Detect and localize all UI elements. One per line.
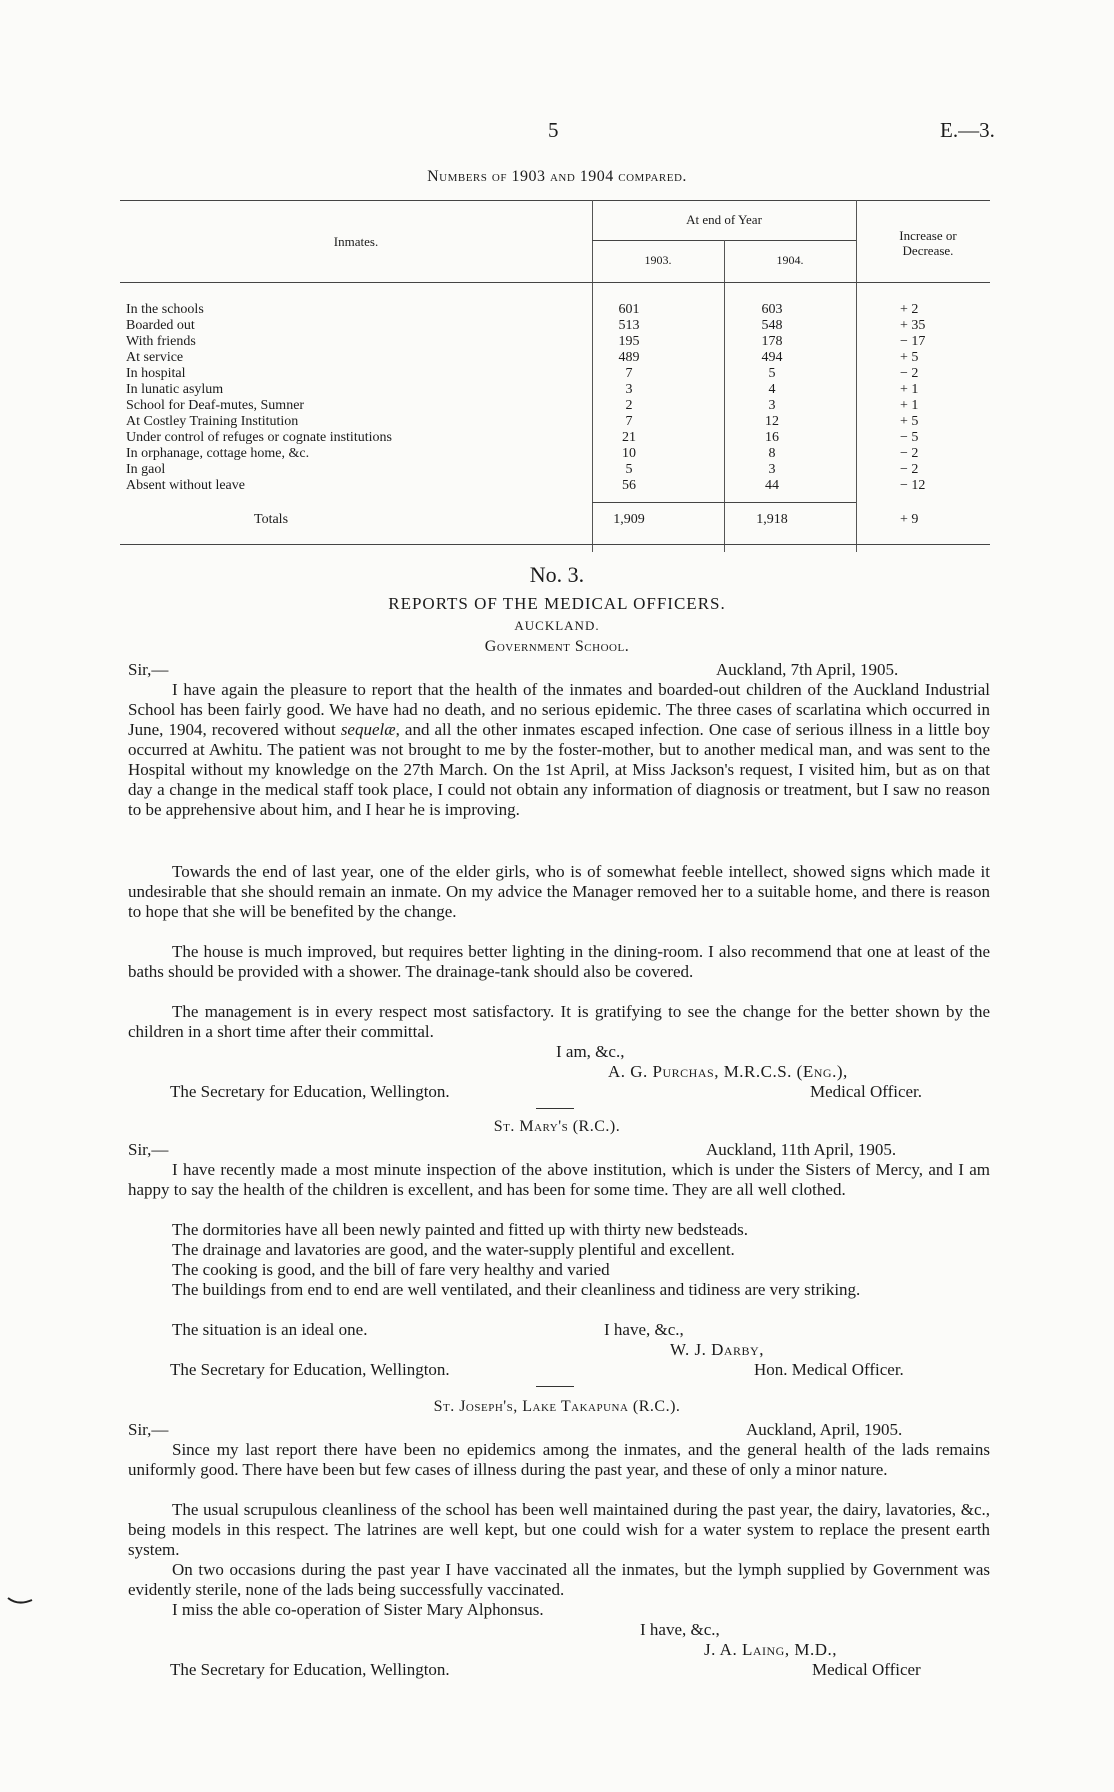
report-paragraph: On two occasions during the past year I have vaccinated all the inmates, but the lymph supplied by Government was evidently sterile, none of the lads being successfully vaccinated. [128,1560,990,1599]
table-row [0,366,1114,382]
salutation: Sir,— [128,1140,169,1159]
separator-rule [536,1386,574,1387]
row-change: + 5 [900,414,919,429]
row-1903: 2 [625,398,633,413]
row-change: + 35 [900,318,926,333]
salutation: Sir,— [128,660,169,679]
row-change: − 5 [900,430,919,445]
region-heading: AUCKLAND. [514,618,600,633]
row-change: + 5 [900,350,919,365]
report-date: Auckland, 7th April, 1905. [716,660,899,679]
row-label: Boarded out [126,318,195,333]
document-reference: E.—3. [940,118,995,142]
report-paragraph: Towards the end of last year, one of the elder girls, who is of somewhat feeble intellect, showed signs which made it undesirable that she should remain an inmate. On my advice the Manager removed her to a suitable home, and there is reason to hope that she will be benefited by the change. [128,862,990,921]
closing: I have, &c., [640,1620,720,1639]
row-1904: 16 [765,430,779,445]
table-bottom-rule [120,544,990,545]
table-totals-row [0,512,1114,528]
row-label: At Costley Training Institution [126,414,299,429]
totals-label: Totals [254,512,289,527]
row-label: In lunatic asylum [126,382,224,397]
report-paragraph: The cooking is good, and the bill of fare very healthy and varied [172,1260,610,1279]
row-1904: 603 [761,302,783,317]
row-1904: 494 [761,350,783,365]
addressee: The Secretary for Education, Wellington. [170,1360,450,1379]
header-increase-decrease: Increase or Decrease. [899,228,957,258]
signer-role: Medical Officer [812,1660,921,1679]
closing: I have, &c., [604,1320,684,1339]
row-1904: 548 [761,318,783,333]
table-title: Numbers of 1903 and 1904 compared. [427,168,687,185]
table-row [0,318,1114,334]
row-change: − 12 [900,478,926,493]
table-row [0,478,1114,494]
row-1903: 7 [625,366,633,381]
row-change: + 2 [900,302,919,317]
report-paragraph: The usual scrupulous cleanliness of the school has been well maintained during the past year, the dairy, lavatories, &c., being models in this respect. The latrines are well kept, but one could wish for a water system to replace the present earth system. [128,1500,990,1559]
signer-role: Hon. Medical Officer. [754,1360,904,1379]
row-1903: 21 [622,430,636,445]
row-1904: 3 [768,462,776,477]
row-change: + 1 [900,382,919,397]
report-paragraph: The management is in every respect most satisfactory. It is gratifying to see the change for the better shown by the children in a short time after their committal. [128,1002,990,1041]
row-1903: 195 [618,334,640,349]
header-1904: 1904. [776,253,804,267]
separator-rule [536,1108,574,1109]
signer-role: Medical Officer. [810,1082,923,1101]
row-1904: 178 [761,334,783,349]
report-date: Auckland, April, 1905. [746,1420,903,1439]
table-row [0,430,1114,446]
totals-1904: 1,918 [756,512,788,527]
report-heading-st-josephs: St. Joseph's, Lake Takapuna (R.C.). [433,1398,681,1415]
table-row [0,414,1114,430]
row-label: In the schools [126,302,204,317]
report-heading-government-school: Government School. [484,638,630,655]
row-1903: 601 [618,302,640,317]
salutation: Sir,— [128,1420,169,1439]
row-1904: 12 [765,414,779,429]
report-paragraph: The drainage and lavatories are good, and the water-supply plentiful and excellent. [172,1240,735,1259]
table-row [0,302,1114,318]
report-paragraph: The dormitories have all been newly painted and fitted up with thirty new bedsteads. [172,1220,748,1239]
row-1903: 7 [625,414,633,429]
table-row [0,398,1114,414]
table-row [0,334,1114,350]
row-label: In orphanage, cottage home, &c. [126,446,310,461]
row-1903: 5 [625,462,633,477]
totals-rule [592,502,856,503]
row-1903: 513 [618,318,640,333]
header-1903: 1903. [644,253,672,267]
row-1903: 56 [622,478,636,493]
report-paragraph: The house is much improved, but requires better lighting in the dining-room. I also recommend that one at least of the baths should be provided with a shower. The drainage-tank should also be covered. [128,942,990,981]
report-paragraph: The buildings from end to end are well ventilated, and their cleanliness and tidiness are very striking. [172,1280,861,1299]
row-1903: 3 [625,382,633,397]
table-row [0,382,1114,398]
row-label: At service [126,350,184,365]
row-label: Absent without leave [126,478,245,493]
signer: A. G. Purchas, M.R.C.S. (Eng.), [608,1062,848,1081]
addressee: The Secretary for Education, Wellington. [170,1082,450,1101]
header-inmates: Inmates. [333,234,379,249]
row-1903: 489 [618,350,640,365]
row-change: − 2 [900,366,919,381]
signer: J. A. Laing, M.D., [704,1640,837,1659]
row-1904: 44 [765,478,779,493]
row-1904: 3 [768,398,776,413]
row-change: − 17 [900,334,926,349]
row-change: − 2 [900,462,919,477]
table-top-rule [120,200,990,201]
row-1903: 10 [622,446,636,461]
margin-mark-icon [6,1594,36,1608]
report-paragraph: Since my last report there have been no epidemics among the inmates, and the general health of the lads remains uniformly good. There have been but few cases of illness during the past year, and these of only a minor nature. [128,1440,990,1479]
row-label: School for Deaf-mutes, Sumner [126,398,305,413]
row-change: − 2 [900,446,919,461]
row-1904: 5 [768,366,776,381]
table-row [0,446,1114,462]
row-label: In hospital [126,366,186,381]
row-1904: 8 [768,446,776,461]
report-paragraph: I miss the able co-operation of Sister Mary Alphonsus. [172,1600,544,1619]
table-header-rule [120,282,990,283]
row-label: Under control of refuges or cognate institutions [126,430,392,445]
report-heading-st-marys: St. Mary's (R.C.). [493,1118,621,1135]
report-date: Auckland, 11th April, 1905. [706,1140,897,1159]
row-label: With friends [126,334,196,349]
row-change: + 1 [900,398,919,413]
addressee: The Secretary for Education, Wellington. [170,1660,450,1679]
section-number: No. 3. [529,562,585,587]
totals-1903: 1,909 [613,512,645,527]
totals-change: + 9 [900,512,919,527]
table-row [0,462,1114,478]
header-at-end-of-year: At end of Year [686,212,762,227]
section-title: REPORTS OF THE MEDICAL OFFICERS. [388,594,726,613]
row-1904: 4 [768,382,776,397]
row-label: In gaol [126,462,166,477]
page-number: 5 [548,118,559,142]
latin-term: sequelæ [340,720,396,739]
report-paragraph: I have recently made a most minute inspection of the above institution, which is under the Sisters of Mercy, and I am happy to say the health of the children is excellent, and has been for some time. They are all well clothed. [128,1160,990,1199]
report-paragraph: I have again the pleasure to report that the health of the inmates and boarded-out children of the Auckland Industrial School has been fairly good. We have had no death, and no serious epidemic. The three cases of scarlatina which occurred in June, 1904, recovered without sequelæ, and all the other inmates escaped infection. One case of serious illness in a little boy occurred at Awhitu. The patient was not brought to me by the foster-mother, but to another medical man, and was sent to the Hospital without my knowledge on the 27th March. On the 1st April, at Miss Jackson's request, I visited him, but as on that day a change in the medical staff took place, I could not obtain any information of diagnosis or treatment, but I saw no reason to be apprehensive about him, and I hear he is improving. [128,680,990,819]
report-paragraph: The situation is an ideal one. [172,1320,368,1339]
table-row [0,350,1114,366]
signer: W. J. Darby, [670,1340,764,1359]
closing: I am, &c., [556,1042,625,1061]
